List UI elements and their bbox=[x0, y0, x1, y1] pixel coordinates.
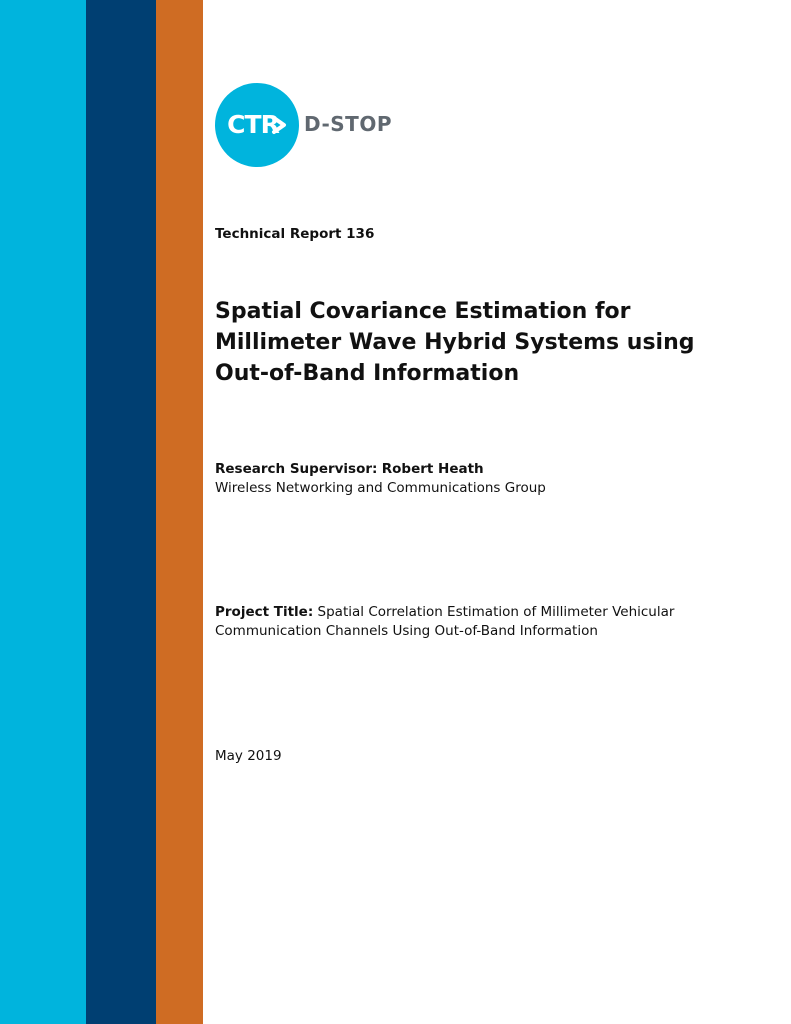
title-line-1: Spatial Covariance Estimation for bbox=[215, 299, 631, 324]
ctr-dstop-logo bbox=[214, 82, 414, 168]
project-title-line-2: Communication Channels Using Out-of-Band Information bbox=[215, 623, 598, 639]
report-date: May 2019 bbox=[215, 748, 282, 764]
logo-name: D-STOP bbox=[304, 112, 392, 136]
supervisor-name: Robert Heath bbox=[381, 461, 484, 477]
research-supervisor bbox=[215, 460, 546, 498]
logo-mark-text: CTR bbox=[227, 110, 279, 139]
left-stripe-light-blue bbox=[0, 0, 86, 1024]
supervisor-group: Wireless Networking and Communications Group bbox=[215, 480, 546, 496]
left-stripe-orange bbox=[156, 0, 203, 1024]
title-line-3: Out-of-Band Information bbox=[215, 361, 520, 386]
project-title-block bbox=[215, 603, 775, 641]
project-title-label: Project Title: bbox=[215, 604, 314, 620]
report-title bbox=[215, 296, 775, 389]
report-number: Technical Report 136 bbox=[215, 226, 375, 242]
left-stripe-navy bbox=[86, 0, 156, 1024]
project-title-line-1: Spatial Correlation Estimation of Millimeter Vehicular bbox=[317, 604, 675, 620]
title-line-2: Millimeter Wave Hybrid Systems using bbox=[215, 330, 695, 355]
supervisor-label: Research Supervisor: bbox=[215, 461, 378, 477]
ctr-logo-icon bbox=[214, 82, 300, 168]
